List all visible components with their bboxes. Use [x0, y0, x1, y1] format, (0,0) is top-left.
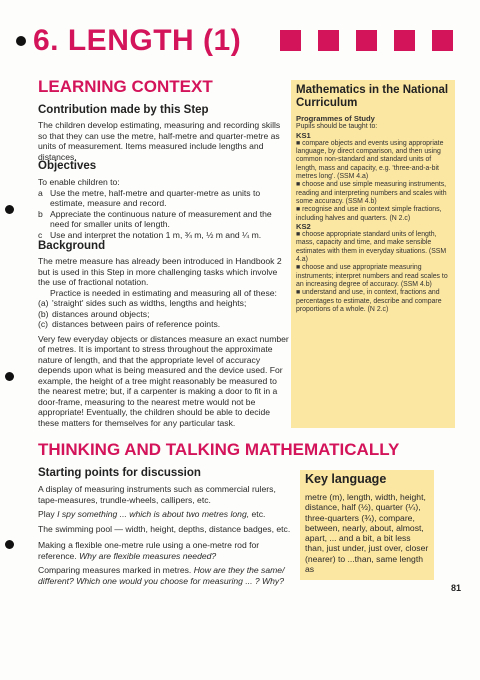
page-title: 6. LENGTH (1)	[33, 24, 242, 57]
background-text: The metre measure has already been introduced in Handbook 2 but is used in this Step in more challenging tasks which involve the use of fractional notation. Practice is needed in estimating and measuring all of these: (a) 'straight' sides such as widths, lengths and heights; (b) distances around objects; (c) distances between pairs of reference points. Very few everyday objects or distances measure an exact number of metres. It is important to stress throughout the approximate nature of length, and that the appropriate level of accuracy depends upon what is being measured and the device used. For example, the height of a tree might reasonably be measured to the nearest metre; but, if a carpenter is making a door to fit in a door-frame, measuring to the nearest metre would not be appropriate! Eventually, the children should be able to decide these matters for themselves for any particular task.	[38, 256, 289, 428]
objectives-intro: To enable children to:	[38, 177, 120, 187]
list-item: (a) 'straight' sides such as widths, lengths and heights;	[38, 298, 247, 308]
list-item: ■ choose and use simple measuring instruments, reading and interpreting numbers and scales with some accuracy. (SSM 4.b)	[296, 181, 447, 205]
curriculum-panel	[291, 80, 455, 428]
list-item: a Use the metre, half-metre and quarter-metre as units to estimate, measure and record.	[38, 187, 261, 208]
list-item: b Appreciate the continuous nature of measurement and the need for smaller units of length.	[38, 208, 272, 229]
list-item: ■ choose appropriate standard units of length, mass, capacity and time, and make sensible estimates with them in everyday situations. (SSM 4.a)	[296, 231, 447, 264]
contribution-text: The children develop estimating, measuring and recording skills so that they can use the metre, half-metre and quarter-metre as units of measurement. Items measured include lengths and distances.	[38, 120, 281, 162]
bullet-icon	[5, 540, 14, 549]
list-item: (c) distances between pairs of reference points.	[38, 319, 221, 329]
key-language-text: metre (m), length, width, height, distance, half (½), quarter (¼), three-quarters (¾), compare, between, nearly, about, almost, apart, ... and a bit, a bit less than, just under, just over, closer (nearer) to ...than, same length as	[305, 492, 429, 575]
list-item: ■ understand and use, in context, fractions and percentages to estimate, describe and compare proportions of a whole. (N 2.c)	[296, 289, 442, 313]
square-icon	[394, 30, 415, 51]
list-item: c Use and interpret the notation 1 m, ¾ m, ½ m and ¼ m.	[38, 229, 262, 240]
starting-points-heading: Starting points for discussion	[38, 467, 201, 479]
square-icon	[356, 30, 377, 51]
square-icon	[280, 30, 301, 51]
thinking-heading: THINKING AND TALKING MATHEMATICALLY	[38, 440, 400, 459]
background-heading: Background	[38, 240, 106, 252]
key-language-panel	[300, 470, 434, 580]
list-item: ■ recognise and use in context simple fractions, including halves and quarters. (N 2.c)	[296, 206, 442, 222]
key-language-heading: Key language	[305, 472, 387, 486]
objectives-list	[38, 177, 290, 240]
square-icon	[318, 30, 339, 51]
list-item: ■ compare objects and events using appropriate language, by direct comparison, and then using common non-standard and standard units of length, mass and capacity, e.g. 'three-and-a-bit metres long'. (SSM 4.a)	[296, 139, 444, 181]
title-row	[10, 22, 470, 62]
curriculum-body: Programmes of Study Pupils should be taught to: KS1 ■ compare objects and events using appropriate language, by direct comparison, and then using common non-standard and standard units of length, mass and capacity, e.g. 'three-and-a-bit metres long'. (SSM 4.a) ■ choose and use simple measuring instruments, reading and interpreting numbers and scales with some accuracy. (SSM 4.b) ■ recognise and use in context simple fractions, including halves and quarters. (N 2.c) KS2 ■ choose appropriate standard units of length, mass, capacity and time, and make sensible estimates with them in everyday situations. (SSM 4.a) ■ choose and use appropriate measuring instruments; interpret numbers and read scales to an increasing degree of accuracy. (SSM 4.b) ■ understand and use, in context, fractions and percentages to estimate, describe and compare proportions of a whole. (N 2.c)	[296, 115, 452, 314]
objectives-heading: Objectives	[38, 160, 97, 172]
bullet-icon	[5, 372, 14, 381]
square-icon	[432, 30, 453, 51]
page-number: 81	[451, 583, 462, 593]
list-item: (b) distances around objects;	[38, 308, 150, 319]
bullet-icon	[5, 205, 14, 214]
curriculum-title: Mathematics in the National Curriculum	[296, 84, 449, 109]
contribution-heading: Contribution made by this Step	[38, 104, 209, 116]
learning-context-heading: LEARNING CONTEXT	[38, 77, 213, 96]
list-item: ■ choose and use appropriate measuring instruments; interpret numbers and read scales to an increasing degree of accuracy. (SSM 4.b)	[296, 264, 448, 288]
bullet-icon	[16, 36, 26, 46]
starting-points-text: A display of measuring instruments such as commercial rulers, tape-measures, trundle-wheels, callipers, etc. Play I spy something ... which is about two metres long, etc. The swimming pool — width, height, depths, distance badges, etc. Making a flexible one-metre rule using a one-metre rod for reference. Why are flexible measures needed? Comparing measures marked in metres. How are they the same/ different? Which one would you choose for measuring ... ? Why?	[38, 484, 291, 586]
